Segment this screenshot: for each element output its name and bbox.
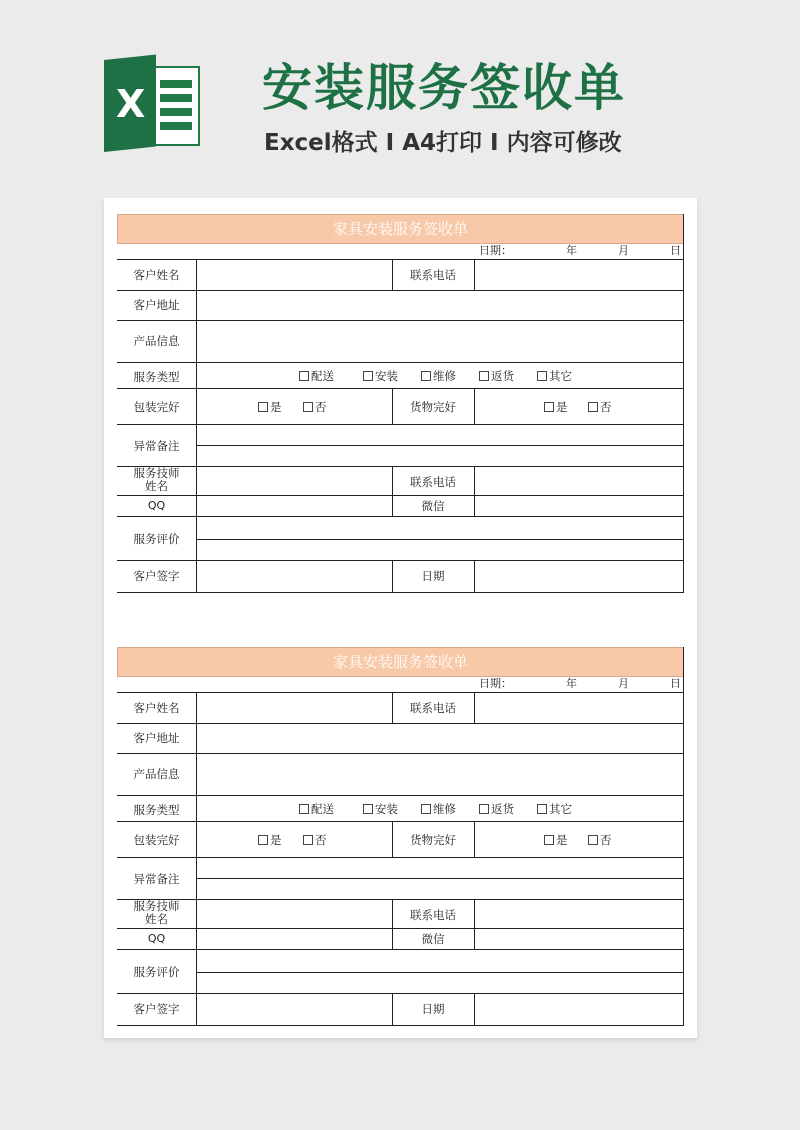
date-day: 日 (670, 677, 681, 690)
option-install[interactable]: 安装 (363, 802, 398, 816)
excel-logo-icon (104, 60, 204, 152)
goods-intact-label: 货物完好 (410, 400, 456, 414)
date-month: 月 (618, 244, 629, 257)
contact-phone-label: 联系电话 (410, 268, 456, 282)
customer-address-label: 客户地址 (133, 731, 180, 745)
date-label: 日期： (479, 677, 512, 690)
form-title: 家具安装服务签收单 (117, 647, 684, 677)
option-repair[interactable]: 维修 (421, 802, 456, 816)
date-year: 年 (566, 677, 577, 690)
logo-letter: X (116, 82, 146, 126)
checkbox-icon[interactable] (479, 804, 489, 814)
checkbox-icon[interactable] (479, 371, 489, 381)
abnormal-notes-label: 异常备注 (133, 872, 180, 886)
page-subtitle: Excel格式 I A4打印 I 内容可修改 (264, 130, 622, 156)
contact-phone-label: 联系电话 (410, 701, 456, 715)
date-label: 日期： (479, 244, 512, 257)
customer-signature-label: 客户签字 (133, 569, 180, 583)
goods-yes-option[interactable]: 是 (544, 833, 568, 847)
packaging-yes-option[interactable]: 是 (258, 833, 282, 847)
abnormal-notes-label: 异常备注 (133, 439, 180, 453)
service-receipt-form (117, 647, 684, 1026)
technician-name-label: 服务技师 姓名 (133, 899, 180, 926)
sign-date-label: 日期 (421, 569, 445, 583)
checkbox-icon[interactable] (537, 371, 547, 381)
goods-intact-label: 货物完好 (410, 833, 456, 847)
option-delivery[interactable]: 配送 (299, 802, 334, 816)
checkbox-icon[interactable] (299, 804, 309, 814)
packaging-no-option[interactable]: 否 (303, 400, 327, 414)
product-info-label: 产品信息 (133, 334, 180, 348)
goods-no-option[interactable]: 否 (588, 833, 612, 847)
service-receipt-form (117, 214, 684, 593)
customer-name-label: 客户姓名 (133, 701, 180, 715)
checkbox-icon[interactable] (537, 804, 547, 814)
technician-phone-label: 联系电话 (410, 908, 456, 922)
checkbox-icon[interactable] (588, 835, 598, 845)
checkbox-icon[interactable] (588, 402, 598, 412)
form-title: 家具安装服务签收单 (117, 214, 684, 244)
date-month: 月 (618, 677, 629, 690)
qq-label: QQ (147, 932, 166, 945)
checkbox-icon[interactable] (544, 835, 554, 845)
checkbox-icon[interactable] (303, 402, 313, 412)
service-review-label: 服务评价 (133, 532, 180, 546)
customer-signature-label: 客户签字 (133, 1002, 180, 1016)
checkbox-icon[interactable] (363, 804, 373, 814)
wechat-label: 微信 (421, 932, 445, 946)
packaging-no-option[interactable]: 否 (303, 833, 327, 847)
checkbox-icon[interactable] (258, 402, 268, 412)
service-type-label: 服务类型 (133, 803, 180, 817)
checkbox-icon[interactable] (363, 371, 373, 381)
technician-phone-label: 联系电话 (410, 475, 456, 489)
packaging-yes-option[interactable]: 是 (258, 400, 282, 414)
goods-yes-option[interactable]: 是 (544, 400, 568, 414)
option-install[interactable]: 安装 (363, 369, 398, 383)
page-title: 安装服务签收单 (262, 59, 626, 117)
qq-label: QQ (147, 499, 166, 512)
checkbox-icon[interactable] (544, 402, 554, 412)
checkbox-icon[interactable] (421, 371, 431, 381)
wechat-label: 微信 (421, 499, 445, 513)
option-return[interactable]: 返货 (479, 369, 514, 383)
sign-date-label: 日期 (421, 1002, 445, 1016)
option-delivery[interactable]: 配送 (299, 369, 334, 383)
checkbox-icon[interactable] (258, 835, 268, 845)
date-year: 年 (566, 244, 577, 257)
product-info-label: 产品信息 (133, 767, 180, 781)
option-other[interactable]: 其它 (537, 369, 572, 383)
checkbox-icon[interactable] (299, 371, 309, 381)
checkbox-icon[interactable] (421, 804, 431, 814)
technician-name-label: 服务技师 姓名 (133, 466, 180, 493)
goods-no-option[interactable]: 否 (588, 400, 612, 414)
packaging-intact-label: 包装完好 (133, 833, 180, 847)
option-other[interactable]: 其它 (537, 802, 572, 816)
service-type-label: 服务类型 (133, 370, 180, 384)
option-repair[interactable]: 维修 (421, 369, 456, 383)
option-return[interactable]: 返货 (479, 802, 514, 816)
customer-address-label: 客户地址 (133, 298, 180, 312)
customer-name-label: 客户姓名 (133, 268, 180, 282)
service-review-label: 服务评价 (133, 965, 180, 979)
checkbox-icon[interactable] (303, 835, 313, 845)
packaging-intact-label: 包装完好 (133, 400, 180, 414)
date-day: 日 (670, 244, 681, 257)
